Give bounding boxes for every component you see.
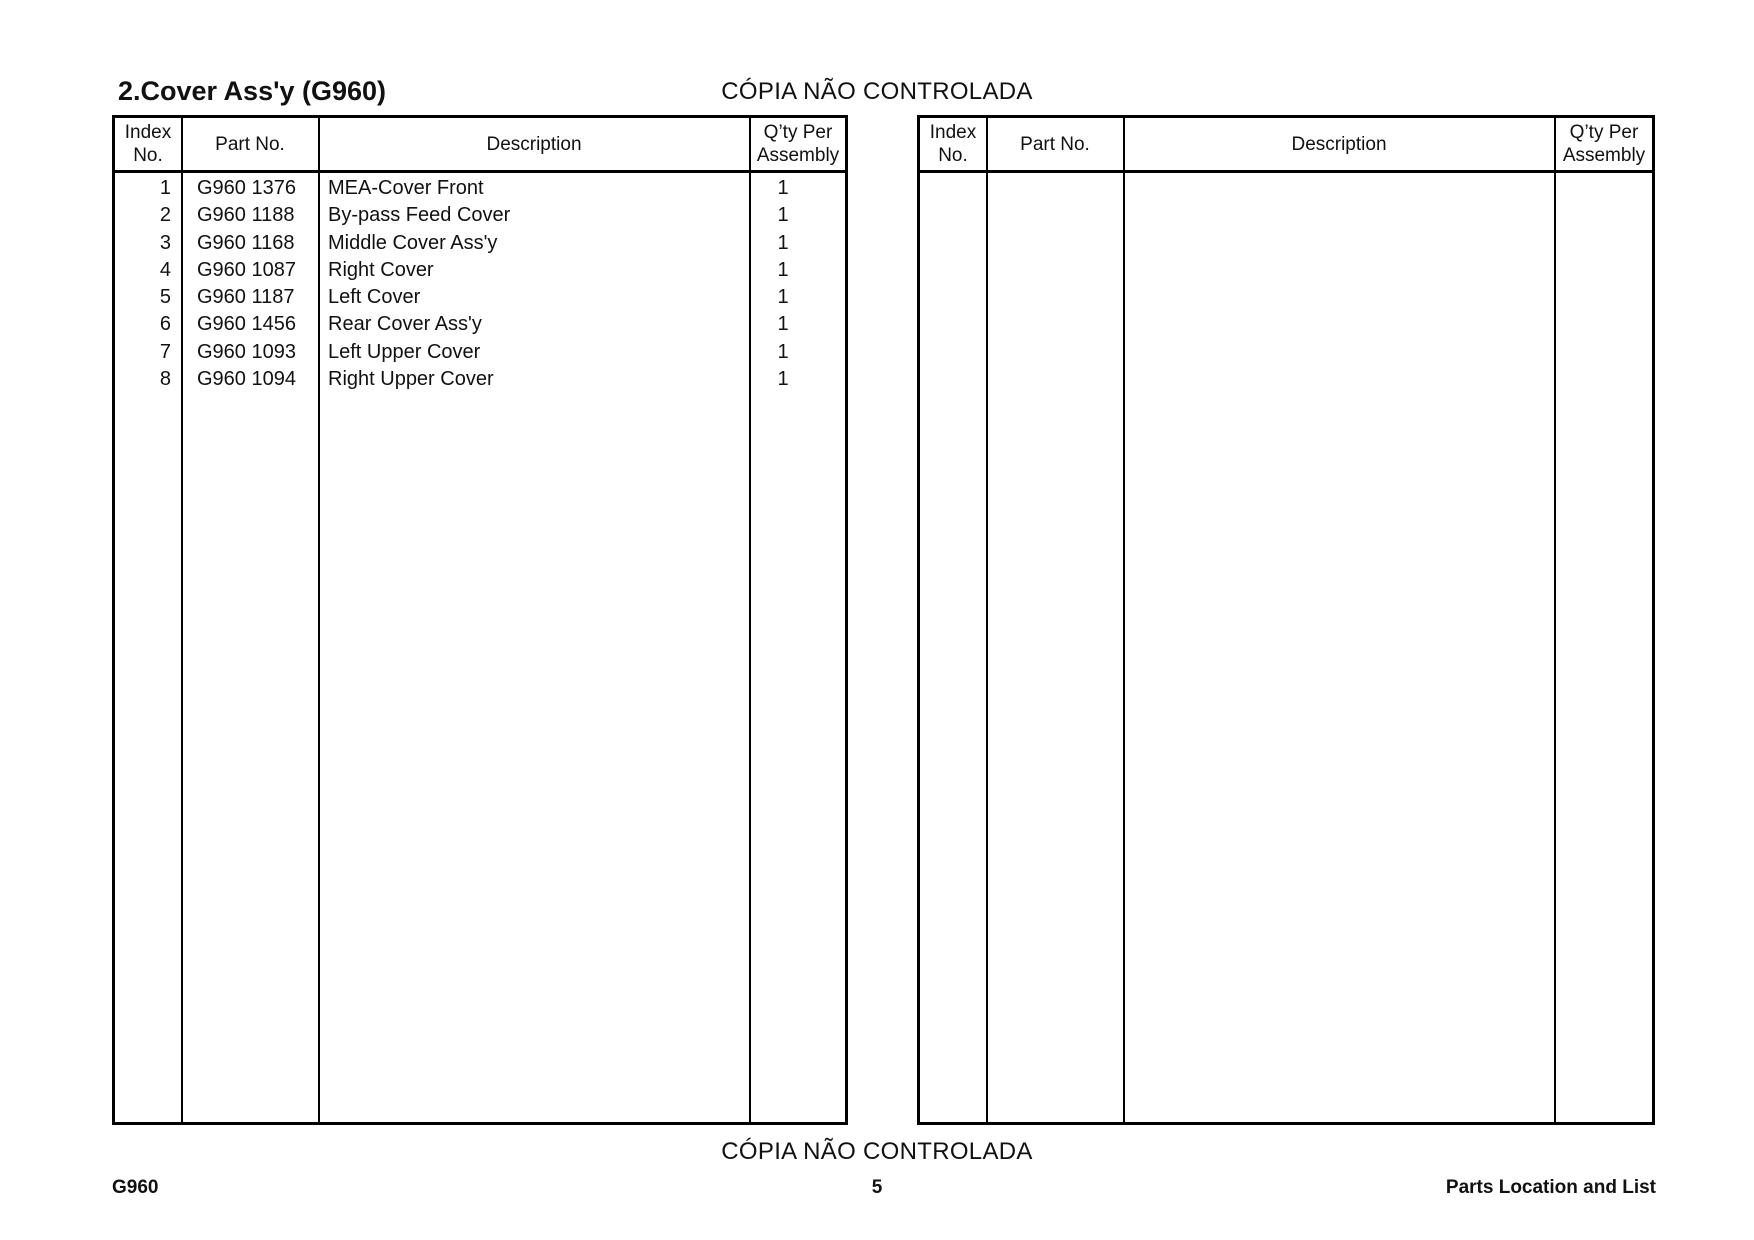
index-cell: 3 [159,231,171,254]
qty-cell: 1 [777,286,789,309]
footer-page-number: 5 [871,1177,883,1198]
table-body [115,175,845,393]
qty-cell: 1 [777,177,789,199]
parts-table-left [112,115,848,1125]
description-cell: MEA-Cover Front [328,177,484,199]
table-row [115,175,845,202]
description-cell: Rear Cover Ass'y [328,313,482,336]
description-cell: Right Cover [328,258,434,281]
page-title: 2.Cover Ass'y (G960) [118,76,387,106]
table-row [115,230,845,257]
index-cell: 6 [159,313,171,336]
header-index: Index No. [929,122,977,166]
header-qty: Q’ty Per Assembly [756,122,840,166]
index-cell: 5 [159,286,171,309]
index-cell: 7 [159,340,171,363]
qty-cell: 1 [777,368,789,391]
qty-cell: 1 [777,231,789,254]
header-qty: Q’ty Per Assembly [1562,122,1646,166]
parts-table-right [917,115,1655,1125]
column-divider [1123,118,1125,1122]
description-cell: Middle Cover Ass'y [328,231,498,254]
qty-cell: 1 [777,313,789,336]
table-row [115,284,845,311]
header-divider [920,170,1652,173]
footer-model: G960 [112,1177,159,1198]
description-cell: Left Cover [328,286,421,309]
header-part-no: Part No. [215,133,285,155]
footer-section: Parts Location and List [1445,1177,1656,1198]
qty-cell: 1 [777,204,789,227]
part-no-cell: G960 1456 [197,313,296,336]
part-no-cell: G960 1094 [197,368,296,391]
table-row [115,202,845,229]
header-divider [115,170,845,173]
index-cell: 2 [159,204,171,227]
part-no-cell: G960 1168 [197,231,295,254]
description-cell: By-pass Feed Cover [328,204,511,227]
qty-cell: 1 [777,340,789,363]
header-description: Description [486,133,582,155]
watermark-bottom: CÓPIA NÃO CONTROLADA [721,1138,1033,1165]
part-no-cell: G960 1093 [197,340,296,363]
part-no-cell: G960 1187 [197,286,295,309]
index-cell: 4 [159,258,171,281]
part-no-cell: G960 1087 [197,258,296,281]
table-row [115,311,845,338]
header-description: Description [1291,133,1387,155]
header-part-no: Part No. [1020,133,1090,155]
index-cell: 8 [159,368,171,391]
column-divider [1554,118,1556,1122]
table-row [115,366,845,393]
watermark-top: CÓPIA NÃO CONTROLADA [721,78,1033,105]
table-row [115,257,845,284]
description-cell: Left Upper Cover [328,340,481,363]
index-cell: 1 [159,177,171,199]
part-no-cell: G960 1188 [197,204,295,227]
table-row [115,339,845,366]
description-cell: Right Upper Cover [328,368,494,391]
column-divider [986,118,988,1122]
header-index: Index No. [124,122,172,166]
part-no-cell: G960 1376 [197,177,296,199]
qty-cell: 1 [777,258,789,281]
